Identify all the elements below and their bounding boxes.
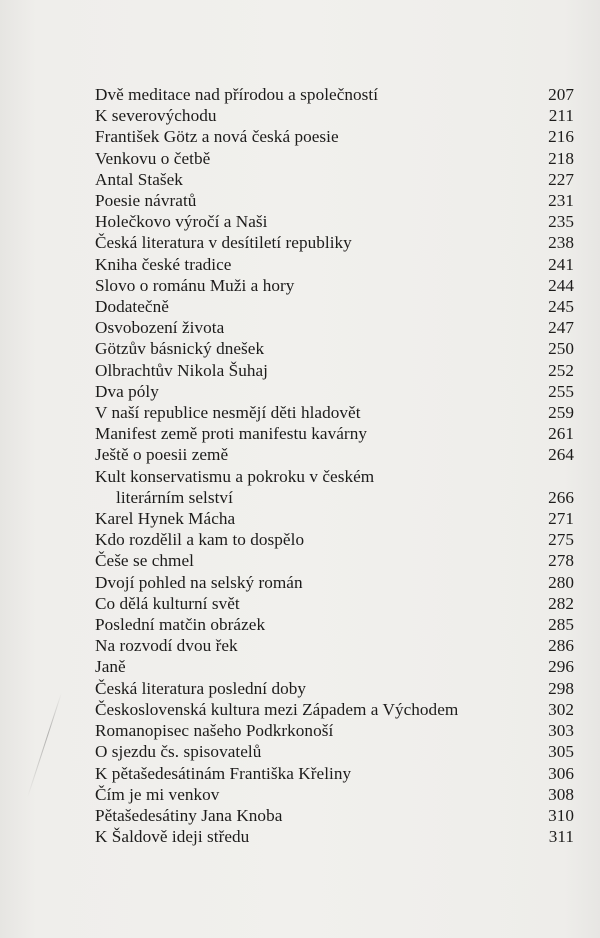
toc-entry-page-number: 308	[548, 784, 574, 804]
toc-entry-title: Česká literatura poslední doby	[95, 678, 307, 698]
toc-entry	[95, 699, 580, 720]
toc-entry	[95, 763, 580, 784]
toc-entry-page-number: 250	[548, 339, 574, 359]
toc-entry-page-number: 282	[548, 593, 574, 613]
toc-entry-title: O sjezdu čs. spisovatelů	[95, 742, 262, 762]
toc-entry-title: Janě	[95, 657, 126, 677]
toc-entry	[95, 254, 580, 275]
toc-entry-page-number: 211	[548, 106, 574, 126]
toc-entry	[95, 720, 580, 741]
toc-entry	[95, 656, 580, 677]
toc-entry-page-number: 311	[548, 827, 574, 847]
toc-entry-title-line: Kult konservatismu a pokroku v českém	[95, 466, 375, 486]
toc-entry	[95, 232, 580, 253]
toc-entry-page-number: 310	[548, 805, 574, 825]
toc-entry-page-number: 261	[548, 424, 574, 444]
toc-entry	[95, 741, 580, 762]
toc-entry	[95, 678, 580, 699]
toc-entry	[95, 444, 580, 465]
toc-entry-page-number: 241	[548, 254, 574, 274]
toc-entry-page-number: 302	[548, 699, 574, 719]
toc-entry	[95, 508, 580, 529]
toc-entry-title: Antal Stašek	[95, 169, 183, 189]
toc-entry-title: Romanopisec našeho Podkrkonoší	[95, 721, 334, 741]
toc-entry-title: K pětašedesátinám Františka Křeliny	[95, 763, 352, 783]
toc-entry-page-number: 286	[548, 636, 574, 656]
toc-entry-title: Karel Hynek Mácha	[95, 509, 236, 529]
toc-entry-page-number: 306	[548, 763, 574, 783]
toc-entry-title: Slovo o románu Muži a hory	[95, 275, 295, 295]
toc-entry-title: Ještě o poesii země	[95, 445, 229, 465]
toc-entry-page-number: 252	[548, 360, 574, 380]
toc-entry	[95, 635, 580, 656]
toc-entry-page-number: 231	[548, 191, 574, 211]
toc-entry-page-number: 298	[548, 678, 574, 698]
toc-entry-title: K severovýchodu	[95, 106, 217, 126]
toc-entry	[95, 805, 580, 826]
toc-entry	[95, 826, 580, 847]
page-edge-mark	[27, 693, 62, 798]
toc-entry-title: K Šaldově ideji středu	[95, 827, 250, 847]
toc-entry-title: Götzův básnický dnešek	[95, 339, 265, 359]
toc-entry-title: Dodatečně	[95, 297, 169, 317]
toc-entry-title: Poslední matčin obrázek	[95, 615, 266, 635]
toc-entry-title-continuation: literárním selství	[116, 487, 233, 507]
toc-entry-page-number: 218	[548, 148, 574, 168]
table-of-contents	[95, 84, 580, 847]
toc-entry	[95, 784, 580, 805]
toc-entry	[95, 169, 580, 190]
toc-entry-page-number: 247	[548, 318, 574, 338]
toc-entry-title: Olbrachtův Nikola Šuhaj	[95, 360, 268, 380]
toc-entry-title: František Götz a nová česká poesie	[95, 127, 339, 147]
toc-entry-page-number: 227	[548, 169, 574, 189]
toc-entry-page-number: 244	[548, 275, 574, 295]
toc-entry	[95, 381, 580, 402]
toc-entry-page-number: 271	[548, 509, 574, 529]
toc-entry	[95, 466, 580, 508]
toc-entry-title: Česká literatura v desítiletí republiky	[95, 233, 352, 253]
toc-entry	[95, 423, 580, 444]
toc-entry-page-number: 238	[548, 233, 574, 253]
toc-entry-title: Co dělá kulturní svět	[95, 593, 240, 613]
toc-entry-page-number: 235	[548, 212, 574, 232]
toc-entry	[95, 402, 580, 423]
toc-entry	[95, 529, 580, 550]
toc-entry-title: V naší republice nesmějí děti hladovět	[95, 403, 361, 423]
toc-entry	[95, 126, 580, 147]
toc-entry-title: Venkovu o četbě	[95, 148, 211, 168]
toc-entry-title: Československá kultura mezi Západem a Východem	[95, 699, 459, 719]
toc-entry-page-number: 255	[548, 381, 574, 401]
toc-entry	[95, 593, 580, 614]
toc-entry-title: Manifest země proti manifestu kavárny	[95, 424, 367, 444]
toc-entry-page-number: 303	[548, 721, 574, 741]
toc-entry-page-number: 264	[548, 445, 574, 465]
toc-entry-page-number: 216	[548, 127, 574, 147]
toc-entry-page-number: 296	[548, 657, 574, 677]
toc-entry-title: Dva póly	[95, 381, 159, 401]
toc-entry-title: Dvojí pohled na selský román	[95, 572, 303, 592]
toc-entry-title: Pětašedesátiny Jana Knoba	[95, 805, 283, 825]
toc-entry-title: Češe se chmel	[95, 551, 194, 571]
toc-entry	[95, 296, 580, 317]
toc-entry-title: Na rozvodí dvou řek	[95, 636, 238, 656]
toc-entry	[95, 148, 580, 169]
toc-entry	[95, 614, 580, 635]
toc-entry-page-number: 259	[548, 403, 574, 423]
toc-entry	[95, 572, 580, 593]
toc-entry	[95, 275, 580, 296]
toc-entry-page-number: 280	[548, 572, 574, 592]
toc-entry-title: Dvě meditace nad přírodou a společností	[95, 85, 379, 104]
toc-entry-title: Osvobození života	[95, 318, 225, 338]
toc-entry-title: Kdo rozdělil a kam to dospělo	[95, 530, 305, 550]
toc-entry-page-number: 285	[548, 615, 574, 635]
toc-entry-title: Kniha české tradice	[95, 254, 232, 274]
toc-entry-page-number: 305	[548, 742, 574, 762]
toc-entry-page-number: 266	[548, 487, 574, 507]
toc-entry-page-number: 275	[548, 530, 574, 550]
toc-entry-page-number: 245	[548, 297, 574, 317]
toc-entry-title: Holečkovo výročí a Naši	[95, 212, 268, 232]
toc-entry	[95, 360, 580, 381]
toc-entry-page-number: 278	[548, 551, 574, 571]
toc-entry	[95, 317, 580, 338]
toc-entry	[95, 105, 580, 126]
toc-entry-title: Čím je mi venkov	[95, 784, 220, 804]
toc-entry	[95, 84, 580, 105]
toc-entry-title: Poesie návratů	[95, 191, 197, 211]
toc-entry	[95, 338, 580, 359]
toc-entry	[95, 550, 580, 571]
toc-entry-title	[95, 466, 374, 508]
toc-entry	[95, 211, 580, 232]
toc-entry-page-number: 207	[548, 85, 574, 104]
toc-entry	[95, 190, 580, 211]
